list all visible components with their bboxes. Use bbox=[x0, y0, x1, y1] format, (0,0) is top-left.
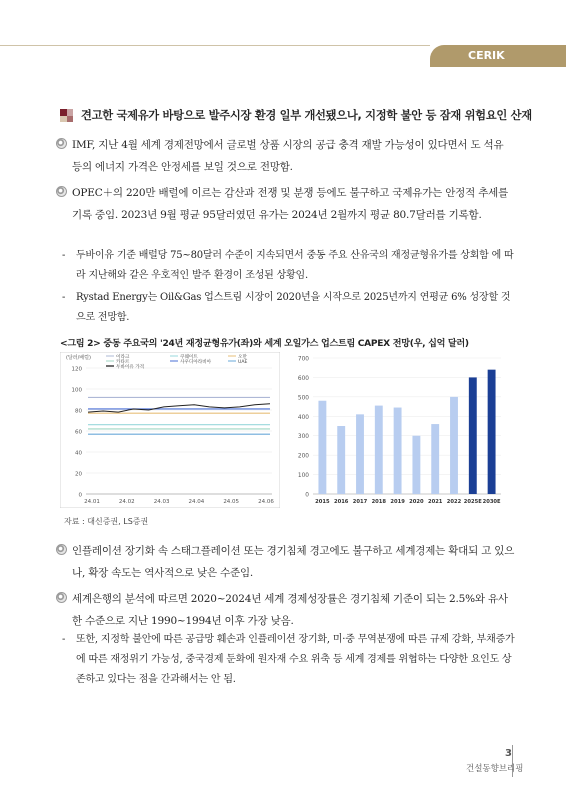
y-tick-label: 700 bbox=[297, 356, 309, 363]
x-tick-label: 24.04 bbox=[188, 499, 205, 505]
legend-label: 두바이유 가격 bbox=[116, 364, 145, 370]
bar-2021 bbox=[431, 424, 439, 494]
subitem-rystad bbox=[62, 288, 517, 328]
y-tick-label: 200 bbox=[297, 453, 309, 460]
x-tick-label: 24.06 bbox=[258, 499, 274, 505]
paragraph-worldbank bbox=[56, 588, 516, 632]
upstream-capex-bar-chart bbox=[293, 352, 505, 508]
bar-2018 bbox=[375, 406, 383, 494]
y-tick-label: 80 bbox=[75, 408, 82, 415]
subitem-risks bbox=[62, 630, 517, 690]
x-tick-label: 2030E bbox=[482, 499, 501, 505]
bullet-icon bbox=[56, 186, 67, 197]
subitem-text: 또한, 지정학 불안에 따른 공급망 훼손과 인플레이션 장기화, 미·중 무역분쟁에 따른 규제 강화, 부채증가에 따른 재정위기 가능성, 중국경제 둔화에 원자재 수요 위축 등 세계 경제를 위협하는 다양한 요인도 상존하고 있다는 점을 간과해서는 안 됨. bbox=[76, 634, 515, 685]
paragraph-text: OPEC＋의 220만 배럴에 이르는 감산과 전쟁 및 분쟁 등에도 불구하고 국제유가는 안정적 추세를 기록 중임. 2023년 9월 평균 95달러였던 유가는 2024년 2월까지 평균 80.7달러를 기록함. bbox=[72, 187, 509, 221]
x-tick-label: 2025E bbox=[463, 499, 482, 505]
paragraph-opec bbox=[56, 182, 516, 226]
header-rule bbox=[0, 45, 430, 46]
subitem-dubai bbox=[62, 246, 517, 286]
bullet-icon bbox=[56, 544, 67, 555]
bullet-icon bbox=[56, 592, 67, 603]
bar-2020 bbox=[412, 436, 420, 494]
y-tick-label: 600 bbox=[297, 375, 309, 382]
heading-square-icon bbox=[60, 109, 73, 122]
x-tick-label: 2019 bbox=[390, 499, 405, 505]
legend-label: 사우디아라비아 bbox=[180, 359, 212, 365]
y-tick-label: 60 bbox=[75, 429, 82, 436]
x-tick-label: 2020 bbox=[409, 499, 424, 505]
brand-tab bbox=[430, 45, 566, 67]
figure-source: 자료 : 대신증권, LS증권 bbox=[64, 517, 149, 526]
legend-label: 이라크 bbox=[116, 354, 130, 360]
x-tick-label: 2016 bbox=[333, 499, 349, 505]
y-tick-label: 40 bbox=[75, 450, 82, 457]
publication-name: 건설동향브리핑 bbox=[466, 764, 524, 774]
y-tick-label: 120 bbox=[71, 366, 82, 373]
y-tick-label: 100 bbox=[297, 473, 309, 480]
brand-label: CERIK bbox=[468, 49, 505, 62]
heading-text: 견고한 국제유가 바탕으로 발주시장 환경 일부 개선됐으나, 지정학 불안 등 잠재 위험요인 산재 bbox=[81, 109, 532, 122]
bar-2015 bbox=[318, 401, 326, 494]
y-tick-label: 0 bbox=[305, 492, 309, 499]
bar-2022 bbox=[450, 397, 458, 494]
y-tick-label: 100 bbox=[71, 387, 82, 394]
paragraph-text: 세계은행의 분석에 따르면 2020~2024년 세계 경제성장률은 경기침체 기준이 되는 2.5%와 유사한 수준으로 지난 1990~1994년 이후 가장 낮음. bbox=[72, 593, 508, 627]
figure-caption: <그림 2> 중동 주요국의 '24년 재정균형유가(좌)와 세계 오일가스 업스트림 CAPEX 전망(우, 십억 달러) bbox=[60, 339, 469, 349]
bullet-icon bbox=[56, 138, 67, 149]
y-tick-label: 500 bbox=[297, 395, 309, 402]
subitem-text: Rystad Energy는 Oil&Gas 업스트림 시장이 2020년을 시작으로 2025년까지 연평균 6% 성장할 것으로 전망함. bbox=[76, 292, 511, 323]
bar-2016 bbox=[337, 426, 345, 494]
dash-marker: - bbox=[62, 250, 66, 261]
section-heading bbox=[60, 106, 540, 124]
x-tick-label: 24.01 bbox=[84, 499, 100, 505]
bar-2030E bbox=[488, 370, 496, 494]
x-tick-label: 24.02 bbox=[118, 499, 135, 505]
bar-2019 bbox=[394, 408, 402, 494]
legend-label: 쿠웨이트 bbox=[180, 354, 198, 360]
paragraph-text: IMF, 지난 4월 세계 경제전망에서 글로벌 상품 시장의 공급 충격 재발 가능성이 있다면서 도 석유 등의 에너지 가격은 안정세를 보일 것으로 전망함. bbox=[72, 139, 504, 173]
bar-2017 bbox=[356, 414, 364, 494]
legend-label: UAE bbox=[238, 359, 248, 365]
y-tick-label: 0 bbox=[78, 492, 82, 499]
paragraph-stagflation bbox=[56, 540, 516, 584]
dash-marker: - bbox=[62, 292, 66, 303]
subitem-text: 두바이유 기준 배럴당 75~80달러 수준이 지속되면서 중동 주요 산유국의 재정균형유가를 상회함 에 따라 지난해와 같은 우호적인 발주 환경이 조성된 상황임. bbox=[76, 250, 514, 281]
y-tick-label: 300 bbox=[297, 434, 309, 441]
y-tick-label: 20 bbox=[75, 471, 82, 478]
dash-marker: - bbox=[62, 634, 66, 645]
fiscal-breakeven-line-chart bbox=[60, 352, 280, 508]
x-tick-label: 24.03 bbox=[153, 499, 170, 505]
y-tick-label: 400 bbox=[297, 414, 309, 421]
paragraph-imf bbox=[56, 134, 516, 178]
x-tick-label: 24.05 bbox=[223, 499, 240, 505]
y-axis-label: (달러/배럴) bbox=[66, 355, 91, 361]
x-tick-label: 2015 bbox=[315, 499, 330, 505]
chart-frame bbox=[60, 352, 280, 508]
x-tick-label: 2021 bbox=[427, 499, 443, 505]
legend-label: 카타르 bbox=[116, 359, 130, 365]
x-tick-label: 2017 bbox=[352, 499, 368, 505]
x-tick-label: 2022 bbox=[446, 499, 462, 505]
x-tick-label: 2018 bbox=[371, 499, 387, 505]
legend-label: 오만 bbox=[238, 354, 247, 360]
bar-2025E bbox=[469, 377, 477, 494]
page-number: 3 bbox=[505, 748, 512, 759]
paragraph-text: 인플레이션 장기화 속 스태그플레이션 또는 경기침체 경고에도 불구하고 세계경제는 확대되 고 있으나, 확장 속도는 역사적으로 낮은 수준임. bbox=[72, 545, 515, 579]
